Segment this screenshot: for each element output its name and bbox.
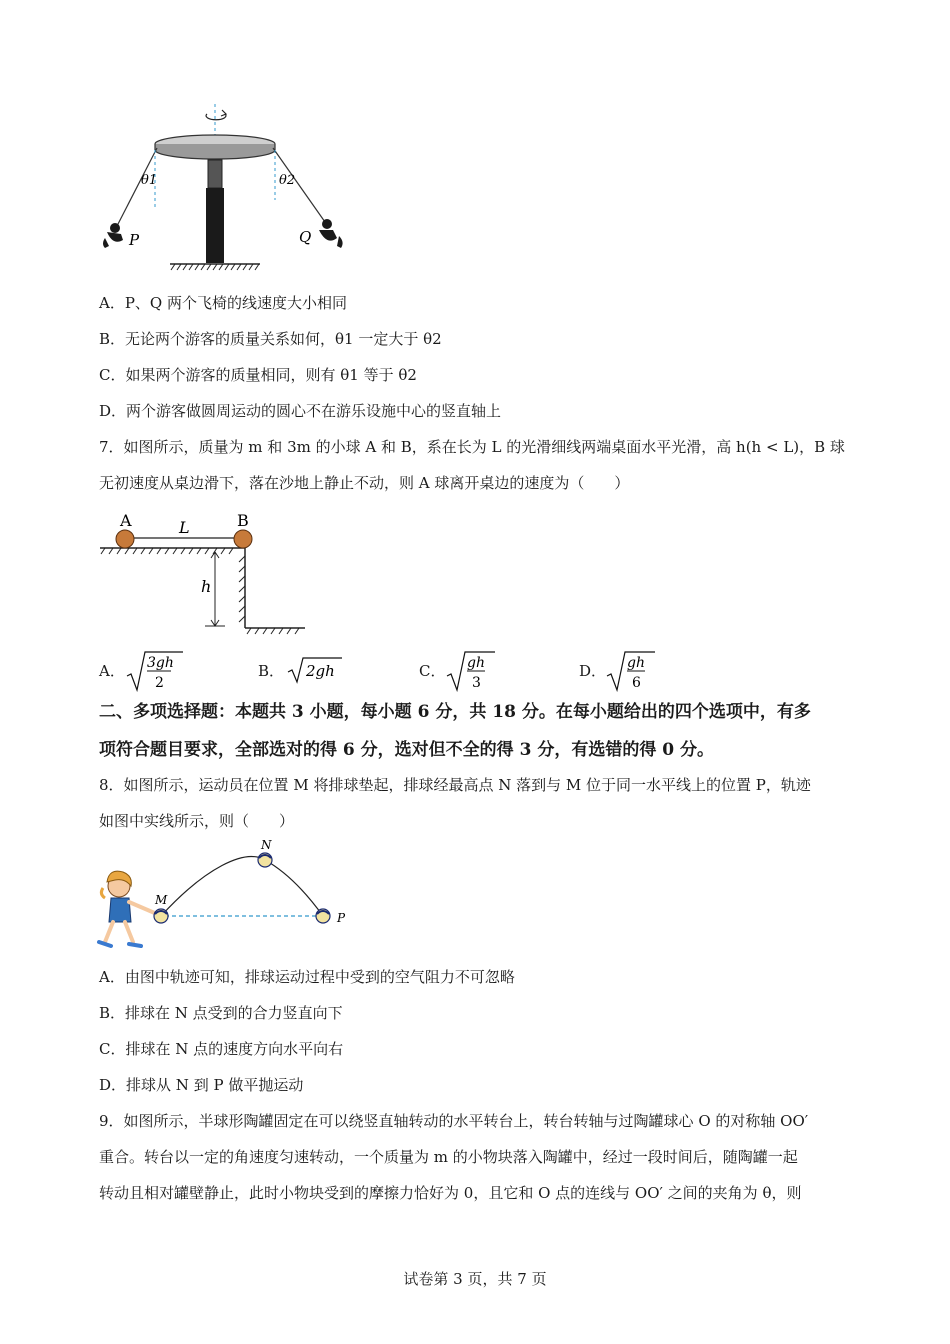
q8-option-d: D．排球从 N 到 P 做平抛运动 — [99, 1076, 304, 1094]
label-l: L — [179, 518, 190, 537]
q7-stem-line1: 7．如图所示，质量为 m 和 3m 的小球 A 和 B，系在长为 L 的光滑细线两端桌面水平光滑，高 h(h < L)，B 球 — [99, 438, 845, 456]
q7-stem-line2: 无初速度从桌边滑下，落在沙地上静止不动，则 A 球离开桌边的速度为（ ） — [99, 474, 630, 492]
svg-text:6: 6 — [632, 675, 641, 691]
q9-stem-line1: 9．如图所示，半球形陶罐固定在可以绕竖直轴转动的水平转台上，转台转轴与过陶罐球心 O 的对称轴 OO′ — [99, 1112, 809, 1130]
svg-text:3: 3 — [472, 675, 481, 691]
ball-b — [234, 530, 252, 548]
label-h: h — [201, 577, 212, 596]
svg-text:2gh: 2gh — [306, 662, 335, 680]
q8-option-c: C．排球在 N 点的速度方向水平向右 — [99, 1040, 344, 1058]
rider-p-label: P — [129, 231, 140, 249]
q6-option-c: C．如果两个游客的质量相同，则有 θ1 等于 θ2 — [99, 366, 417, 384]
label-p: P — [337, 911, 346, 925]
svg-text:3gh: 3gh — [147, 655, 174, 671]
table-balls-figure — [95, 508, 315, 638]
label-n: N — [261, 838, 272, 852]
q9-stem-line3: 转动且相对罐壁静止，此时小物块受到的摩擦力恰好为 0，且它和 O 点的连线与 OO′ 之间的夹角为 θ，则 — [99, 1184, 802, 1202]
volleyball-figure — [95, 838, 365, 958]
radical-c — [445, 650, 505, 692]
label-m: M — [155, 893, 168, 907]
q8-stem-line2: 如图中实线所示，则（ ） — [99, 812, 295, 830]
q8-stem-line1: 8．如图所示，运动员在位置 M 将排球垫起，排球经最高点 N 落到与 M 位于同一水平线上的位置 P，轨迹 — [99, 776, 811, 794]
rider-q-label: Q — [299, 228, 312, 246]
label-b: B — [237, 511, 249, 530]
q9-stem-line2: 重合。转台以一定的角速度匀速转动，一个质量为 m 的小物块落入陶罐中，经过一段时间后，随陶罐一起 — [99, 1148, 798, 1166]
section2-heading-line2: 项符合题目要求，全部选对的得 6 分，选对但不全的得 3 分，有选错的得 0 分。 — [99, 740, 714, 760]
swing-ride-figure — [95, 100, 355, 275]
svg-text:gh: gh — [467, 655, 485, 671]
radical-b — [286, 652, 346, 686]
svg-text:gh: gh — [627, 655, 645, 671]
q8-option-b: B．排球在 N 点受到的合力竖直向下 — [99, 1004, 343, 1022]
q6-option-a: A．P、Q 两个飞椅的线速度大小相同 — [99, 294, 347, 312]
ball-a — [116, 530, 134, 548]
svg-text:2: 2 — [155, 675, 164, 691]
page-footer: 试卷第 3 页，共 7 页 — [403, 1270, 547, 1288]
radical-a — [125, 650, 185, 692]
q6-option-b: B．无论两个游客的质量关系如何，θ1 一定大于 θ2 — [99, 330, 442, 348]
radical-d — [605, 650, 665, 692]
label-a: A — [120, 511, 132, 530]
theta1-label: θ1 — [141, 173, 158, 188]
section2-heading-line1: 二、多项选择题：本题共 3 小题，每小题 6 分，共 18 分。在每小题给出的四个选项中，有多 — [99, 702, 811, 722]
theta2-label: θ2 — [279, 173, 296, 188]
q8-option-a: A．由图中轨迹可知，排球运动过程中受到的空气阻力不可忽略 — [99, 968, 515, 986]
q6-option-d: D．两个游客做圆周运动的圆心不在游乐设施中心的竖直轴上 — [99, 402, 502, 420]
